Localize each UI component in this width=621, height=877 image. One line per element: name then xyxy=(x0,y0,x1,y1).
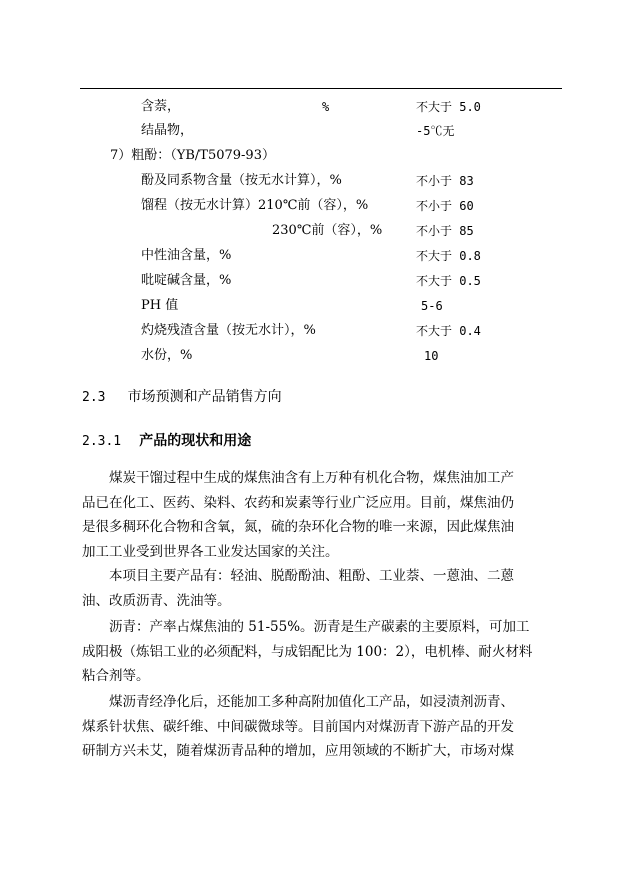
spec-label: 230℃前（容），% xyxy=(272,223,383,238)
paragraph-line: 成阳极（炼铝工业的必须配料，与成铝配比为 100：2），电机棒、耐火材料 xyxy=(82,643,533,660)
paragraph-line: 粘合剂等。 xyxy=(82,668,150,684)
paragraph-line: 沥青：产率占煤焦油的 51-55%。沥青是生产碳素的主要原料，可加工 xyxy=(109,619,530,635)
spec-row-distillation-210 xyxy=(0,195,621,217)
spec-value: 不大于 5.0 xyxy=(416,100,481,114)
spec-row-ash-residue xyxy=(0,320,621,342)
paragraph-line: 煤沥青经净化后，还能加工多种高附加值化工产品，如浸渍剂沥青、 xyxy=(109,694,514,710)
paragraph-products xyxy=(82,564,564,613)
spec-value: 不大于 0.8 xyxy=(416,249,481,263)
spec-row-pyridine xyxy=(0,270,621,292)
spec-row-ph xyxy=(0,295,621,317)
spec-label: 中性油含量，% xyxy=(141,248,232,263)
spec-value: 5-6 xyxy=(421,299,443,313)
paragraph-line: 煤系针状焦、碳纤维、中间碳微球等。目前国内对煤沥青下游产品的开发 xyxy=(82,718,514,735)
paragraph-line: 品已在化工、医药、染料、农药和炭素等行业广泛应用。目前，煤焦油仍 xyxy=(82,494,514,511)
spec-row-moisture xyxy=(0,345,621,367)
spec-row-neutral-oil xyxy=(0,245,621,267)
spec-row-naphthalene xyxy=(0,96,621,118)
paragraph-coal-tar xyxy=(82,466,564,564)
spec-label: PH 值 xyxy=(141,298,179,313)
spec-unit: % xyxy=(322,100,330,114)
spec-value: -5℃无 xyxy=(416,124,455,138)
header-rule xyxy=(80,88,562,89)
spec-value: 10 xyxy=(424,349,439,363)
paragraph-pitch xyxy=(82,615,564,689)
subsection-title: 产品的现状和用途 xyxy=(139,433,252,449)
spec-value: 不小于 85 xyxy=(416,224,474,238)
spec-value: 不小于 83 xyxy=(416,174,474,188)
spec-label: 7）粗酚：（YB/T5079-93） xyxy=(110,148,275,163)
spec-value: 不大于 0.5 xyxy=(416,274,481,288)
subsection-number: 2.3.1 xyxy=(82,434,122,449)
spec-row-crude-phenol-heading xyxy=(0,145,621,167)
paragraph-line: 油、改质沥青、洗油等。 xyxy=(82,592,231,609)
paragraph-line: 研制方兴未艾，随着煤沥青品种的增加，应用领域的不断扩大，市场对煤 xyxy=(82,743,514,759)
spec-label: 吡啶碱含量，% xyxy=(141,273,232,288)
spec-label: 酚及同系物含量（按无水计算），% xyxy=(141,173,342,188)
spec-row-crystal xyxy=(0,120,621,142)
paragraph-line: 煤炭干馏过程中生成的煤焦油含有上万种有机化合物，煤焦油加工产 xyxy=(109,470,514,486)
section-title: 市场预测和产品销售方向 xyxy=(127,389,282,405)
paragraph-pitch-refining xyxy=(82,690,564,764)
section-heading xyxy=(82,385,282,409)
subsection-heading xyxy=(82,429,251,453)
spec-row-phenol-content xyxy=(0,170,621,192)
paragraph-line: 本项目主要产品有：轻油、脱酚酚油、粗酚、工业萘、一蒽油、二蒽 xyxy=(109,568,514,584)
section-number: 2.3 xyxy=(82,390,106,405)
paragraph-line: 加工工业受到世界各工业发达国家的关注。 xyxy=(82,543,339,560)
spec-label: 灼烧残渣含量（按无水计），% xyxy=(141,323,316,338)
spec-value: 不小于 60 xyxy=(416,199,474,213)
spec-value: 不大于 0.4 xyxy=(416,324,481,338)
spec-label: 水份，% xyxy=(141,348,193,363)
spec-label: 馏程（按无水计算）210℃前（容），% xyxy=(141,198,369,213)
spec-label: 含萘， xyxy=(141,99,181,114)
spec-row-distillation-230 xyxy=(0,220,621,242)
spec-label: 结晶物， xyxy=(141,123,194,138)
paragraph-line: 是很多稠环化合物和含氧，氮，硫的杂环化合物的唯一来源，因此煤焦油 xyxy=(82,519,514,535)
